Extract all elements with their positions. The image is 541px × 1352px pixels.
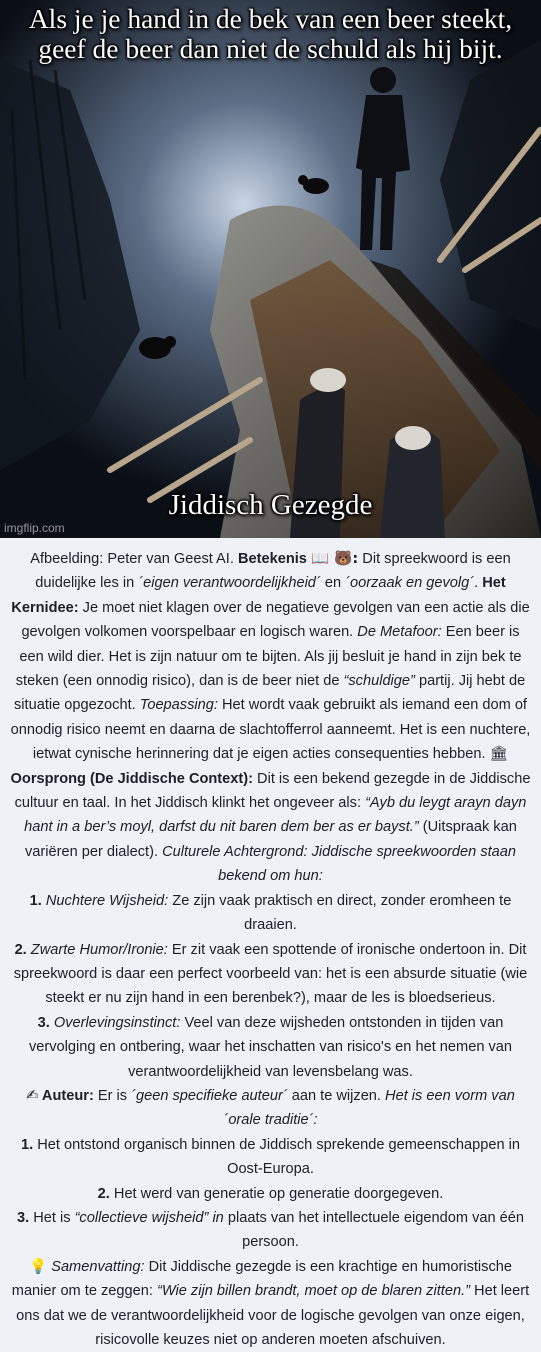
schuldige-term: “schuldige” bbox=[343, 673, 415, 690]
list-number: 2. bbox=[14, 941, 27, 958]
samenvatting-text-a: Dit Jiddische gezegde is een krachtige en humoristische manier om te zeggen: bbox=[11, 1258, 512, 1300]
list-text: Het werd van generatie op generatie doorgegeven. bbox=[109, 1185, 444, 1202]
samenvatting-text-b: Het leert ons dat we de verantwoordelijkheid voor de logische gevolgen van onze eigen, risicovolle keuzes niet op anderen moeten afschuiven. bbox=[16, 1283, 530, 1348]
list-text: Het is bbox=[29, 1209, 75, 1226]
list-label: Zwarte Humor/Ironie: bbox=[26, 941, 168, 958]
betekenis-period: . bbox=[474, 575, 483, 592]
top-caption bbox=[0, 4, 541, 64]
list-item bbox=[8, 1133, 533, 1182]
toepassing-label: Toepassing: bbox=[139, 697, 218, 714]
collectieve-wijsheid-quote: “collectieve wijsheid” in bbox=[74, 1209, 224, 1226]
meme-image bbox=[0, 0, 541, 538]
writing-hand-icon: ✍ bbox=[26, 1086, 39, 1104]
culturele-achtergrond: Culturele Achtergrond: Jiddische spreekwoorden staan bekend om hun: bbox=[162, 843, 517, 885]
list-label: Nuchtere Wijsheid: bbox=[41, 892, 169, 909]
paragraph-author bbox=[8, 1084, 533, 1133]
book-bear-icon: 📖 🐻: bbox=[310, 550, 359, 567]
auteur-term: ´geen specifieke auteur´ bbox=[131, 1087, 288, 1104]
list-number: 3. bbox=[37, 1014, 50, 1031]
uitspraak-note: (Uitspraak kan variëren per dialect). bbox=[24, 819, 517, 860]
billen-quote: “Wie zijn billen brandt, moet op de blaren zitten.” bbox=[157, 1283, 470, 1300]
orale-traditie: Het is een vorm van ´orale traditie´: bbox=[223, 1087, 515, 1129]
toepassing-text: Het wordt vaak gebruikt als iemand een dom of onnodig risico neemt en daarna de slachtofferrol aanneemt. Het is een nuchtere, ietwat cynische herinnering dat je eigen acties consequenties hebben. bbox=[10, 697, 531, 763]
paragraph-meaning bbox=[8, 547, 533, 889]
metafoor-text-a: Een beer is een wild dier. Het is zijn natuur om te bijten. Als jij besluit je hand in zijn bek te steken (een onnodig risico), dan is de beer niet de bbox=[15, 624, 522, 690]
list-number: 1. bbox=[29, 892, 42, 909]
list-item bbox=[8, 1206, 533, 1255]
list-item bbox=[8, 1182, 533, 1206]
list-text: Er zit vaak een spottende of ironische ondertoon in. Dit spreekwoord is daar een perfect voorbeeld van: het is een absurde situatie (wie steekt er nu zijn hand in een berenbek?), maar de les is bloedserieus. bbox=[13, 941, 528, 1007]
lightbulb-icon: 💡 bbox=[28, 1257, 48, 1275]
list-label: Overlevingsinstinct: bbox=[49, 1014, 181, 1031]
list-text: Het ontstond organisch binnen de Jiddisch sprekende gemeenschappen in Oost-Europa. bbox=[33, 1136, 520, 1178]
top-caption-line-2: geef de beer dan niet de schuld als hij bijt. bbox=[38, 33, 503, 64]
term-oorzaak-gevolg: ´oorzaak en gevolg´ bbox=[345, 575, 475, 592]
list-number: 2. bbox=[97, 1185, 110, 1202]
imgflip-watermark: imgflip.com bbox=[4, 521, 65, 535]
list-item bbox=[8, 889, 533, 938]
paragraph-summary bbox=[8, 1255, 533, 1352]
bottom-caption: Jiddisch Gezegde bbox=[168, 489, 373, 521]
kernidee-text: Je moet niet klagen over de negatieve gevolgen van een actie als die gevolgen volkomen voorspelbaar en logisch waren. bbox=[21, 599, 530, 641]
list-text: Ze zijn vaak praktisch en direct, zonder eromheen te draaien. bbox=[168, 892, 512, 934]
list-number: 3. bbox=[16, 1209, 30, 1226]
auteur-label: Auteur: bbox=[38, 1087, 94, 1104]
kernidee-label: Het Kernidee: bbox=[11, 575, 506, 616]
top-caption-line-1: Als je je hand in de bek van een beer steekt, bbox=[28, 3, 513, 34]
image-credit: Afbeelding: Peter van Geest AI. bbox=[30, 551, 238, 567]
metafoor-text-b: partij. Jij hebt de situatie opgezocht. bbox=[14, 673, 526, 714]
auteur-text-a: Er is bbox=[93, 1087, 132, 1104]
betekenis-label: Betekenis bbox=[237, 551, 311, 567]
jiddisch-quote: “Ayb du leygt arayn dayn hant in a ber’s moyl, darfst du nit baren dem ber as er bayst.” bbox=[24, 795, 527, 836]
list-number: 1. bbox=[21, 1136, 34, 1153]
list-item bbox=[8, 938, 533, 1011]
metafoor-label: De Metafoor: bbox=[357, 624, 442, 641]
betekenis-text: Dit spreekwoord is een duidelijke les in bbox=[35, 551, 511, 592]
betekenis-conjunction: en bbox=[320, 575, 346, 592]
bear-cliff-illustration bbox=[0, 0, 541, 538]
building-icon: 🏛 bbox=[489, 745, 509, 763]
post-text bbox=[0, 538, 541, 1352]
term-eigen-verantwoordelijkheid: ´eigen verantwoordelijkheid´ bbox=[138, 575, 321, 592]
samenvatting-label: Samenvatting: bbox=[47, 1258, 145, 1275]
list-text: Veel van deze wijsheden ontstonden in tijden van vervolging en ontbering, waar het inschatten van risico's en het nemen van verantwoordelijkheid van levensbelang was. bbox=[28, 1014, 513, 1080]
auteur-text-b: aan te wijzen. bbox=[287, 1087, 386, 1104]
oorsprong-text: Dit is een bekend gezegde in de Jiddische cultuur en taal. In het Jiddisch klinkt het ongeveer als: bbox=[14, 770, 531, 812]
oorsprong-label: Oorsprong (De Jiddische Context): bbox=[10, 770, 253, 787]
list-item bbox=[8, 1011, 533, 1084]
list-text-end: plaats van het intellectuele eigendom van één persoon. bbox=[223, 1209, 525, 1251]
